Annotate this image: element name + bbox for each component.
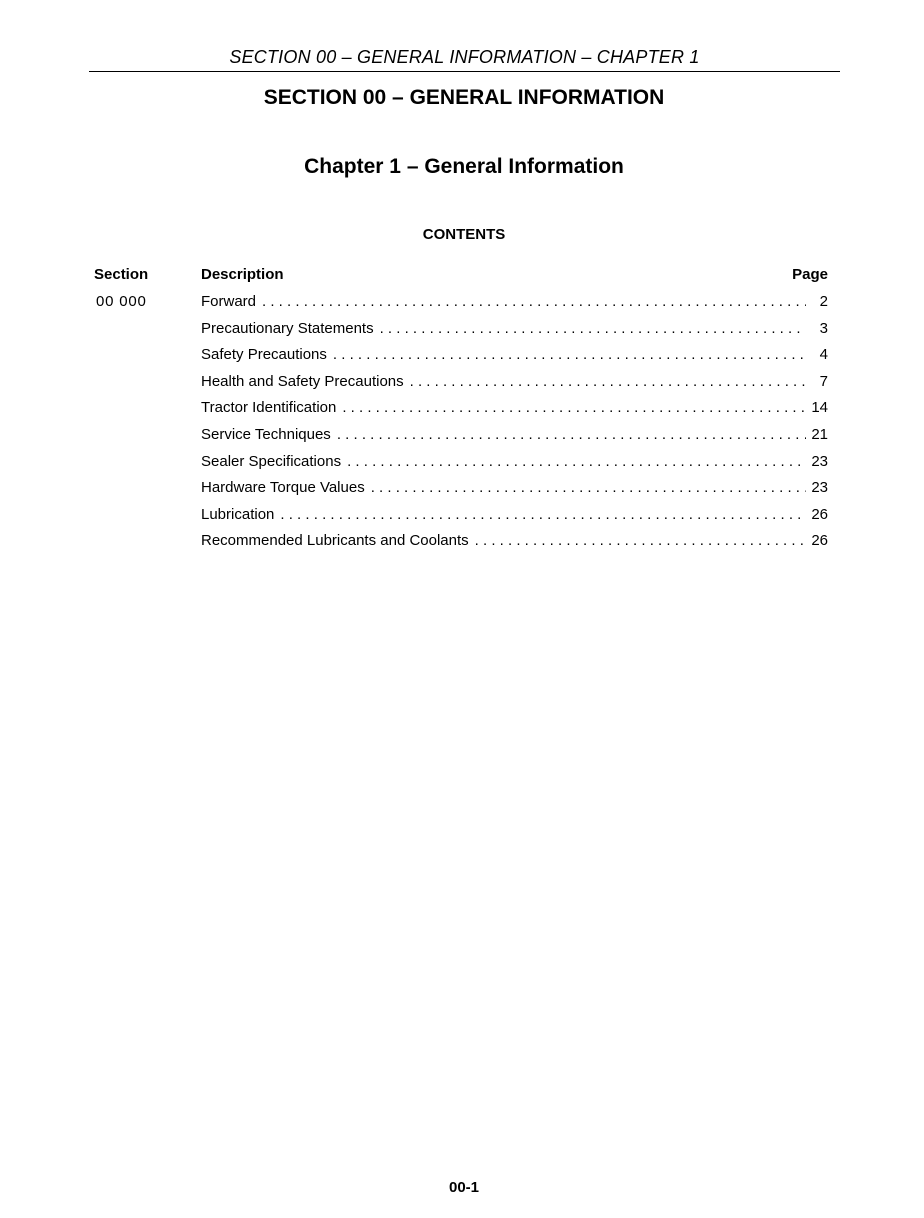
entry-page: 23 — [811, 452, 828, 470]
dot-leader — [410, 373, 806, 391]
entry-page: 3 — [819, 319, 828, 337]
entry-description: Health and Safety Precautions — [201, 372, 404, 390]
dot-leader — [371, 479, 806, 497]
contents-entry[interactable] — [201, 532, 828, 559]
entry-page: 4 — [819, 346, 828, 364]
entry-description: Sealer Specifications — [201, 452, 342, 470]
entry-description: Forward — [201, 293, 257, 310]
dot-leader — [280, 506, 806, 524]
contents-heading: CONTENTS — [422, 226, 506, 243]
contents-entry[interactable] — [201, 479, 828, 506]
contents-entry[interactable] — [201, 293, 828, 320]
column-header-section: Section — [94, 266, 149, 283]
entry-description: Precautionary Statements — [201, 319, 374, 337]
contents-entry[interactable] — [201, 320, 828, 347]
entry-description: Hardware Torque Values — [201, 479, 365, 497]
dot-leader — [337, 426, 806, 444]
entry-page: 23 — [811, 479, 828, 497]
dot-leader — [333, 346, 806, 364]
section-title: SECTION 00 – GENERAL INFORMATION — [263, 86, 665, 109]
contents-entry[interactable] — [201, 506, 828, 533]
entry-page: 26 — [811, 505, 828, 523]
contents-list — [201, 293, 828, 559]
contents-entry[interactable] — [201, 453, 828, 480]
section-code: 00 000 — [96, 293, 147, 310]
entry-description: Recommended Lubricants and Coolants — [201, 532, 469, 550]
column-header-description: Description — [201, 266, 284, 283]
dot-leader — [342, 399, 806, 417]
entry-description: Tractor Identification — [201, 399, 337, 417]
dot-leader — [347, 453, 806, 471]
contents-entry[interactable] — [201, 346, 828, 373]
entry-page: 2 — [819, 293, 828, 310]
dot-leader — [380, 320, 806, 338]
entry-page: 21 — [811, 425, 828, 443]
contents-entry[interactable] — [201, 426, 828, 453]
entry-description: Service Techniques — [201, 425, 331, 443]
entry-page: 26 — [811, 532, 828, 550]
contents-entry[interactable] — [201, 399, 828, 426]
dot-leader — [475, 532, 806, 550]
running-header: SECTION 00 – GENERAL INFORMATION – CHAPTER 1 — [229, 47, 700, 67]
entry-description: Lubrication — [201, 505, 275, 523]
entry-page: 14 — [811, 399, 828, 417]
dot-leader — [262, 293, 806, 311]
entry-description: Safety Precautions — [201, 346, 327, 364]
chapter-title: Chapter 1 – General Information — [304, 155, 624, 178]
header-rule — [89, 71, 840, 72]
entry-page: 7 — [819, 372, 828, 390]
column-header-page: Page — [792, 266, 828, 283]
contents-entry[interactable] — [201, 373, 828, 400]
page-number: 00-1 — [448, 1179, 480, 1196]
